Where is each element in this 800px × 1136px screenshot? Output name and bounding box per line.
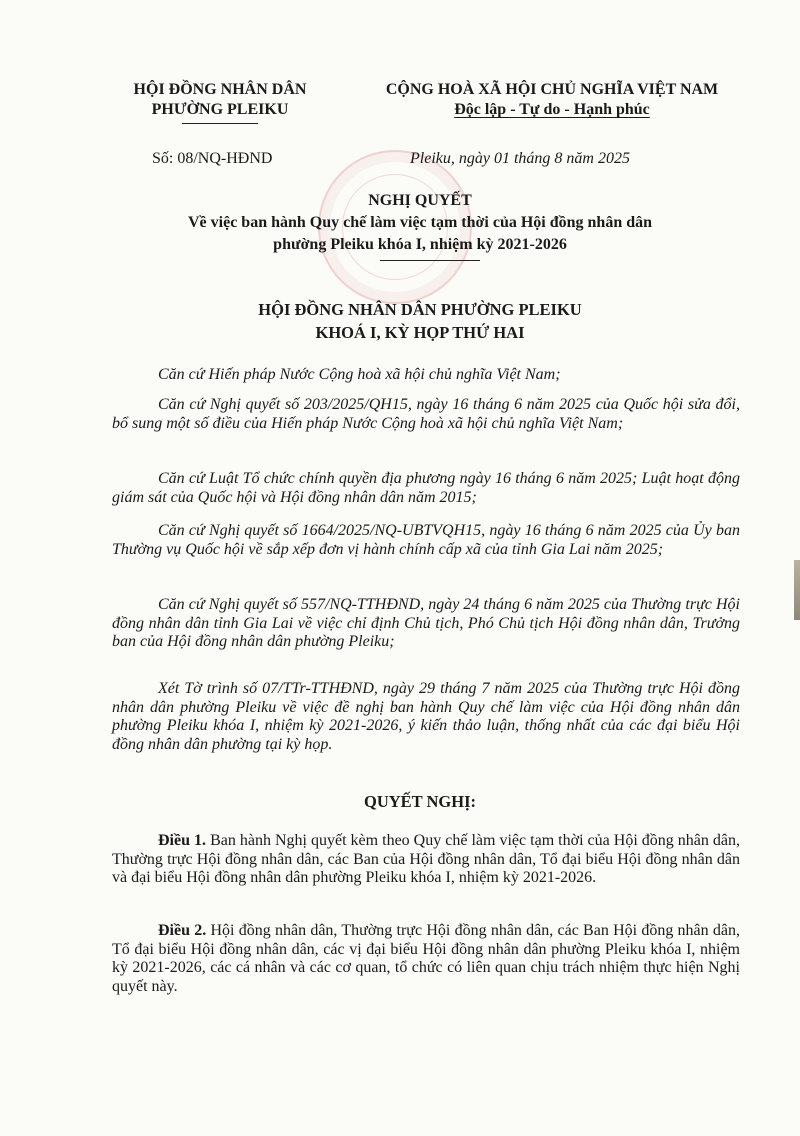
council-line-2: KHOÁ I, KỲ HỌP THỨ HAI <box>315 323 525 342</box>
issuing-organization <box>110 80 330 120</box>
article-label: Điều 1. <box>158 832 207 849</box>
document-number: Số: 08/NQ-HĐND <box>152 150 273 167</box>
article-1 <box>112 832 740 888</box>
article-2 <box>112 922 740 996</box>
document-date: Pleiku, ngày 01 tháng 8 năm 2025 <box>410 150 630 167</box>
council-heading <box>100 298 740 344</box>
preamble-item: Căn cứ Nghị quyết số 557/NQ-TTHĐND, ngày 24 tháng 6 năm 2025 của Thường trực Hội đồng nhân dân tỉnh Gia Lai về việc chỉ định Chủ tịch, Phó Chủ tịch Hội đồng nhân dân, Trưởng ban của Hội đồng nhân dân phường Pleiku; <box>112 596 740 650</box>
decision-heading: QUYẾT NGHỊ: <box>363 792 476 811</box>
org-line-1: HỘI ĐỒNG NHÂN DÂN <box>133 81 307 98</box>
preamble-item: Căn cứ Nghị quyết số 1664/2025/NQ-UBTVQH15, ngày 16 tháng 6 năm 2025 của Ủy ban Thường vụ Quốc hội về sắp xếp đơn vị hành chính cấp xã của tỉnh Gia Lai năm 2025; <box>112 522 740 558</box>
article-text: Ban hành Nghị quyết kèm theo Quy chế làm việc tạm thời của Hội đồng nhân dân, Thường trực Hội đồng nhân dân, các Ban của Hội đồng nhân dân, Tổ đại biểu Hội đồng nhân dân và đại biểu Hội đồng nhân dân phường Pleiku khóa I, nhiệm kỳ 2021-2026. <box>112 832 741 886</box>
article-text: Hội đồng nhân dân, Thường trực Hội đồng nhân dân, các Ban Hội đồng nhân dân, Tổ đại biểu Hội đồng nhân dân, các vị đại biểu Hội đồng nhân dân phường Pleiku khóa I, nhiệm kỳ 2021-2026, các cá nhân và các cơ quan, tổ chức có liên quan chịu trách nhiệm thực hiện Nghị quyết này. <box>112 922 741 995</box>
council-line-1: HỘI ĐỒNG NHÂN DÂN PHƯỜNG PLEIKU <box>258 300 582 319</box>
org-underline <box>182 123 258 124</box>
national-header <box>352 80 752 120</box>
nation-line-1: CỘNG HOÀ XÃ HỘI CHỦ NGHĨA VIỆT NAM <box>385 81 719 98</box>
title-line-2: phường Pleiku khóa I, nhiệm kỳ 2021-2026 <box>273 236 567 253</box>
preamble-item: Căn cứ Nghị quyết số 203/2025/QH15, ngày 16 tháng 6 năm 2025 của Quốc hội sửa đổi, bổ sung một số điều của Hiến pháp Nước Cộng hoà xã hội chủ nghĩa Việt Nam; <box>112 396 740 432</box>
article-label: Điều 2. <box>158 922 207 939</box>
preamble-item: Căn cứ Luật Tổ chức chính quyền địa phương ngày 16 tháng 6 năm 2025; Luật hoạt động giám sát của Quốc hội và Hội đồng nhân dân năm 2015; <box>112 470 740 506</box>
preamble-item: Căn cứ Hiến pháp Nước Cộng hoà xã hội chủ nghĩa Việt Nam; <box>158 366 561 383</box>
nation-motto: Độc lập - Tự do - Hạnh phúc <box>454 101 650 118</box>
preamble-item: Xét Tờ trình số 07/TTr-TTHĐND, ngày 29 tháng 7 năm 2025 của Thường trực Hội đồng nhân dân phường Pleiku về việc đề nghị ban hành Quy chế làm việc của Hội đồng nhân dân phường Pleiku khóa I, nhiệm kỳ 2021-2026, ý kiến thảo luận, thống nhất của các đại biểu Hội đồng nhân dân phường tại kỳ họp. <box>112 680 740 753</box>
title-line-1: Về việc ban hành Quy chế làm việc tạm thời của Hội đồng nhân dân <box>187 214 653 231</box>
title-underline <box>380 260 480 261</box>
document-title <box>100 190 740 256</box>
document-type: NGHỊ QUYẾT <box>368 192 472 209</box>
scan-edge-mark <box>794 560 800 620</box>
org-line-2: PHƯỜNG PLEIKU <box>151 101 289 118</box>
